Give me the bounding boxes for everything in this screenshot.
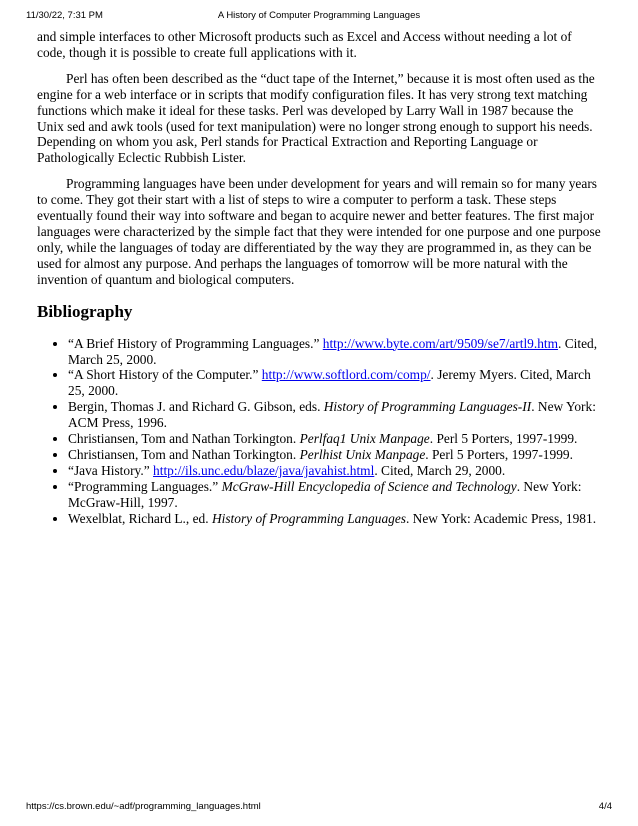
bibliography-link[interactable]: http://www.softlord.com/comp/ bbox=[261, 367, 431, 383]
print-page-title: A History of Computer Programming Languages bbox=[217, 10, 421, 21]
print-header bbox=[0, 10, 638, 24]
bibliography-title: History of Programming Languages-II bbox=[323, 399, 532, 415]
bibliography-item: • “Java History.” http://ils.unc.edu/blaze/java/javahist.html. Cited, March 29, 2000. bbox=[68, 463, 601, 479]
bibliography-title: McGraw-Hill Encyclopedia of Science and Technology bbox=[221, 478, 517, 494]
bibliography-item: • Bergin, Thomas J. and Richard G. Gibson, eds. History of Programming Languages-II. New York: ACM Press, 1996. bbox=[68, 399, 601, 431]
page-number: 4/4 bbox=[598, 801, 612, 812]
paragraph-perl: Perl has often been described as the “duct tape of the Internet,” because it is most often used as the engine for a web interface or in scripts that modify configuration files. It has very strong text matching functions which make it ideal for these tasks. Perl was developed by Larry Wall in 1987 because the Unix sed and awk tools (used for text manipulation) were no longer strong enough to support his needs. Depending on whom you ask, Perl stands for Practical Extraction and Reporting Language or Pathologically Eclectic Rubbish Lister. bbox=[37, 70, 595, 166]
bibliography-item: • “A Short History of the Computer.” http://www.softlord.com/comp/. Jeremy Myers. Cited, March 25, 2000. bbox=[68, 367, 601, 399]
bibliography-link[interactable]: http://www.byte.com/art/9509/se7/artl9.htm bbox=[322, 335, 559, 351]
bibliography-item: • “A Brief History of Programming Languages.” http://www.byte.com/art/9509/se7/artl9.htm. Cited, March 25, 2000. bbox=[68, 336, 601, 368]
bibliography-list bbox=[37, 336, 601, 527]
print-url: https://cs.brown.edu/~adf/programming_languages.html bbox=[26, 801, 261, 812]
bibliography-heading: Bibliography bbox=[37, 301, 133, 321]
paragraph-conclusion: Programming languages have been under development for years and will remain so for many years to come. They got their start with a list of steps to wire a computer to perform a task. These steps eventually found their way into software and began to acquire newer and better features. The first major languages were characterized by the simple fact that they were intended for one purpose and one purpose only, while the languages of today are differentiated by the way they are programmed in, as they can be used for almost any purpose. And perhaps the languages of tomorrow will be more natural with the invention of quantum and biological computers. bbox=[37, 176, 601, 287]
document-body bbox=[37, 29, 601, 526]
bibliography-title: Perlhist Unix Manpage bbox=[299, 446, 426, 462]
bibliography-link[interactable]: http://ils.unc.edu/blaze/java/javahist.html bbox=[153, 462, 375, 478]
bibliography-item: • Christiansen, Tom and Nathan Torkington. Perlhist Unix Manpage. Perl 5 Porters, 1997-1999. bbox=[68, 447, 601, 463]
print-datetime: 11/30/22, 7:31 PM bbox=[26, 10, 103, 21]
bibliography-title: Perlfaq1 Unix Manpage bbox=[299, 431, 430, 447]
print-footer bbox=[0, 801, 638, 815]
bibliography-title: History of Programming Languages bbox=[211, 510, 406, 526]
bibliography-item: • Christiansen, Tom and Nathan Torkington. Perlfaq1 Unix Manpage. Perl 5 Porters, 1997-1999. bbox=[68, 431, 601, 447]
bibliography-item: • Wexelblat, Richard L., ed. History of Programming Languages. New York: Academic Press, 1981. bbox=[68, 511, 601, 527]
paragraph-vb-continued: and simple interfaces to other Microsoft products such as Excel and Access without needing a lot of code, though it is possible to create full applications with it. bbox=[37, 29, 572, 60]
bibliography-item: • “Programming Languages.” McGraw-Hill Encyclopedia of Science and Technology. New York: McGraw-Hill, 1997. bbox=[68, 479, 601, 511]
